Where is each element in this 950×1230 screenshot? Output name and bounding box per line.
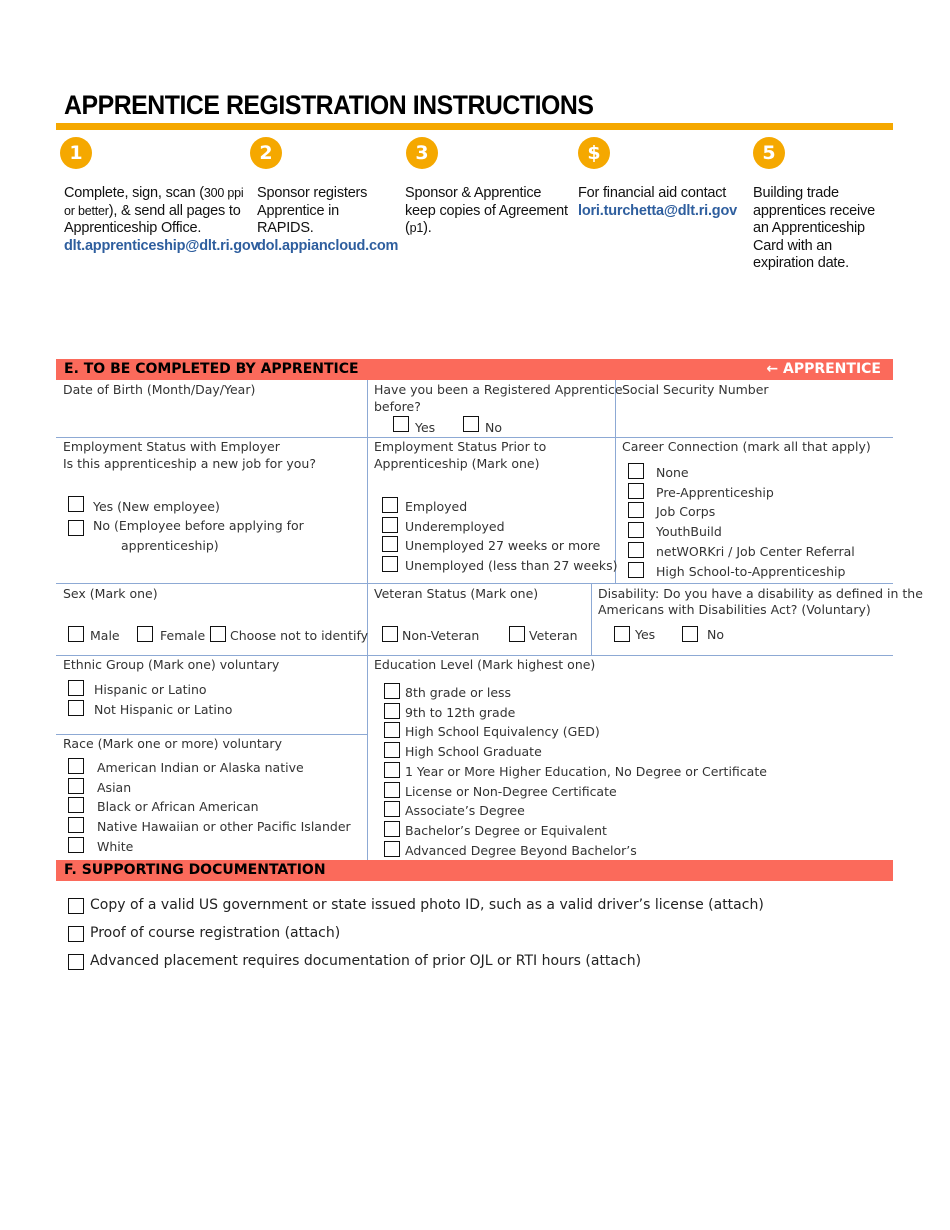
row-divider xyxy=(56,437,893,438)
step-1-icon: 1 xyxy=(60,137,92,169)
step-2-rapids-link[interactable]: dol.appiancloud.com xyxy=(257,237,399,254)
doc-advanced-placement-label: Advanced placement requires documentation of prior OJL or RTI hours (attach) xyxy=(90,953,642,969)
career-option-checkbox[interactable] xyxy=(628,522,644,538)
race-option-label: Native Hawaiian or other Pacific Islander xyxy=(97,819,351,835)
sex-undisclosed-checkbox[interactable] xyxy=(210,626,226,642)
section-f-header xyxy=(56,860,893,881)
disability-label: Disability: Do you have a disability as defined in the xyxy=(598,586,923,601)
sex-female-checkbox[interactable] xyxy=(137,626,153,642)
step-1-text-a: Complete, sign, scan ( xyxy=(64,185,204,201)
step-3-text-end: ). xyxy=(423,220,432,236)
prior-status-option-checkbox[interactable] xyxy=(382,497,398,513)
disability-yes-checkbox[interactable] xyxy=(614,626,630,642)
title-rule xyxy=(56,123,893,130)
doc-course-registration-label: Proof of course registration (attach) xyxy=(90,925,341,941)
ethnic-label: Ethnic Group (Mark one) voluntary xyxy=(63,657,280,672)
sex-label: Sex (Mark one) xyxy=(63,586,158,601)
career-option-label: netWORKri / Job Center Referral xyxy=(656,543,855,559)
race-label: Race (Mark one or more) voluntary xyxy=(63,736,282,751)
doc-photo-id-checkbox[interactable] xyxy=(68,898,84,914)
disability-no-checkbox[interactable] xyxy=(682,626,698,642)
ethnic-option-label: Hispanic or Latino xyxy=(94,682,207,697)
prior-status-option-checkbox[interactable] xyxy=(382,517,398,533)
step-5 xyxy=(753,137,943,273)
prior-status-option-label: Employed xyxy=(405,499,468,514)
education-option-label: High School Equivalency (GED) xyxy=(405,724,600,740)
step-1-text-b: ), & send all pages to Apprenticeship Office. xyxy=(64,202,241,236)
new-employee-label: Yes (New employee) xyxy=(93,499,220,514)
career-option-checkbox[interactable] xyxy=(628,502,644,518)
race-option-checkbox[interactable] xyxy=(68,797,84,813)
veteran-label: Veteran Status (Mark one) xyxy=(374,586,539,601)
disability-no-label: No xyxy=(707,627,724,642)
step-2-icon: 2 xyxy=(250,137,282,169)
step-5-icon: 5 xyxy=(753,137,785,169)
career-option-label: High School-to-Apprenticeship xyxy=(656,563,846,579)
education-option-label: Advanced Degree Beyond Bachelor’s xyxy=(405,842,637,858)
row-divider xyxy=(56,655,893,656)
doc-photo-id-label: Copy of a valid US government or state issued photo ID, such as a valid driver’s license (attach) xyxy=(90,897,764,913)
step-1 xyxy=(60,137,259,255)
disability-label-cont: Americans with Disabilities Act? (Voluntary) xyxy=(598,602,871,617)
career-option-label: YouthBuild xyxy=(656,524,722,540)
column-divider xyxy=(367,380,368,860)
race-option-label: American Indian or Alaska native xyxy=(97,760,304,775)
prior-status-label: Employment Status Prior to xyxy=(374,439,547,454)
step-4-text: For financial aid contact xyxy=(578,185,727,201)
ethnic-option-label: Not Hispanic or Latino xyxy=(94,702,233,717)
step-4-email-link[interactable]: lori.turchetta@dlt.ri.gov xyxy=(578,202,737,219)
section-e-title: E. TO BE COMPLETED BY APPRENTICE xyxy=(64,361,359,377)
sex-undisclosed-label: Choose not to identify xyxy=(230,628,369,643)
existing-employee-checkbox[interactable] xyxy=(68,520,84,536)
ssn-label: Social Security Number xyxy=(622,382,769,397)
race-option-checkbox[interactable] xyxy=(68,837,84,853)
career-option-checkbox[interactable] xyxy=(628,542,644,558)
prior-status-option-label: Underemployed xyxy=(405,518,505,534)
career-option-label: Pre-Apprenticeship xyxy=(656,484,774,500)
sex-male-label: Male xyxy=(90,628,120,643)
career-option-label: Job Corps xyxy=(656,504,716,520)
career-connection-label: Career Connection (mark all that apply) xyxy=(622,439,871,454)
column-divider xyxy=(591,583,592,655)
education-option-label: 8th grade or less xyxy=(405,685,512,700)
prior-status-option-label: Unemployed 27 weeks or more xyxy=(405,538,601,554)
prior-status-option-checkbox[interactable] xyxy=(382,556,398,572)
registered-yes-label: Yes xyxy=(415,420,436,435)
education-option-checkbox[interactable] xyxy=(384,782,400,798)
step-1-email-link[interactable]: dlt.apprenticeship@dlt.ri.gov xyxy=(64,237,259,254)
prior-status-option-checkbox[interactable] xyxy=(382,536,398,552)
non-veteran-label: Non-Veteran xyxy=(402,628,480,643)
non-veteran-checkbox[interactable] xyxy=(382,626,398,642)
registered-question-line2: before? xyxy=(374,399,421,414)
race-option-checkbox[interactable] xyxy=(68,758,84,774)
step-2-text: Sponsor registers Apprentice in RAPIDS. xyxy=(257,185,368,236)
ethnic-option-checkbox[interactable] xyxy=(68,680,84,696)
education-option-checkbox[interactable] xyxy=(384,742,400,758)
step-3-text-p1: p1 xyxy=(409,221,424,235)
existing-employee-label: No (Employee before applying for xyxy=(93,518,304,533)
career-option-checkbox[interactable] xyxy=(628,463,644,479)
step-3 xyxy=(406,137,596,238)
career-option-checkbox[interactable] xyxy=(628,562,644,578)
race-option-checkbox[interactable] xyxy=(68,817,84,833)
new-employee-checkbox[interactable] xyxy=(68,496,84,512)
race-option-label: Black or African American xyxy=(97,799,259,815)
dob-label: Date of Birth (Month/Day/Year) xyxy=(63,382,256,397)
step-5-text: Building trade apprentices receive an Apprenticeship Card with an expiration date. xyxy=(753,185,875,271)
row-divider xyxy=(56,734,367,735)
education-option-checkbox[interactable] xyxy=(384,841,400,857)
education-option-checkbox[interactable] xyxy=(384,762,400,778)
registered-question-line1: Have you been a Registered Apprentice xyxy=(374,382,623,397)
education-option-checkbox[interactable] xyxy=(384,703,400,719)
ethnic-option-checkbox[interactable] xyxy=(68,700,84,716)
dollar-icon: $ xyxy=(578,137,610,169)
prior-status-option-label: Unemployed (less than 27 weeks) xyxy=(405,558,618,574)
section-e-header xyxy=(56,359,893,380)
new-job-question: Is this apprenticeship a new job for you? xyxy=(63,456,316,471)
step-3-text: Sponsor & Apprentice keep copies of Agreement ( xyxy=(405,185,568,236)
race-option-label: Asian xyxy=(97,779,132,795)
doc-advanced-placement-checkbox[interactable] xyxy=(68,954,84,970)
registered-yes-checkbox[interactable] xyxy=(393,416,409,432)
employment-status-label: Employment Status with Employer xyxy=(63,439,280,454)
step-3-icon: 3 xyxy=(406,137,438,169)
step-4 xyxy=(578,137,768,220)
veteran-checkbox[interactable] xyxy=(509,626,525,642)
education-option-checkbox[interactable] xyxy=(384,801,400,817)
prior-status-label-cont: Apprenticeship (Mark one) xyxy=(374,456,540,471)
education-option-label: License or Non-Degree Certificate xyxy=(405,783,617,799)
sex-male-checkbox[interactable] xyxy=(68,626,84,642)
registered-no-label: No xyxy=(485,420,502,435)
doc-course-registration-checkbox[interactable] xyxy=(68,926,84,942)
career-option-checkbox[interactable] xyxy=(628,483,644,499)
step-1-text-ppi: 300 ppi xyxy=(203,186,244,200)
race-option-label: White xyxy=(97,838,134,854)
step-1-text-better: or better xyxy=(64,203,109,218)
registered-no-checkbox[interactable] xyxy=(463,416,479,432)
veteran-option-label: Veteran xyxy=(529,628,578,643)
sex-female-label: Female xyxy=(160,628,206,643)
education-option-label: 9th to 12th grade xyxy=(405,704,516,720)
education-option-label: 1 Year or More Higher Education, No Degree or Certificate xyxy=(405,763,767,779)
disability-yes-label: Yes xyxy=(635,627,656,642)
career-option-label: None xyxy=(656,465,689,480)
education-option-checkbox[interactable] xyxy=(384,821,400,837)
row-divider xyxy=(56,583,893,584)
page-title: APPRENTICE REGISTRATION INSTRUCTIONS xyxy=(64,90,594,120)
education-option-label: Bachelor’s Degree or Equivalent xyxy=(405,822,607,838)
education-option-label: Associate’s Degree xyxy=(405,803,525,819)
existing-employee-label-cont: apprenticeship) xyxy=(121,538,219,553)
race-option-checkbox[interactable] xyxy=(68,778,84,794)
education-option-label: High School Graduate xyxy=(405,744,542,760)
education-label: Education Level (Mark highest one) xyxy=(374,657,596,672)
education-option-checkbox[interactable] xyxy=(384,683,400,699)
apprentice-marker: ← APPRENTICE xyxy=(766,361,881,377)
education-option-checkbox[interactable] xyxy=(384,722,400,738)
section-f-title: F. SUPPORTING DOCUMENTATION xyxy=(64,862,326,878)
